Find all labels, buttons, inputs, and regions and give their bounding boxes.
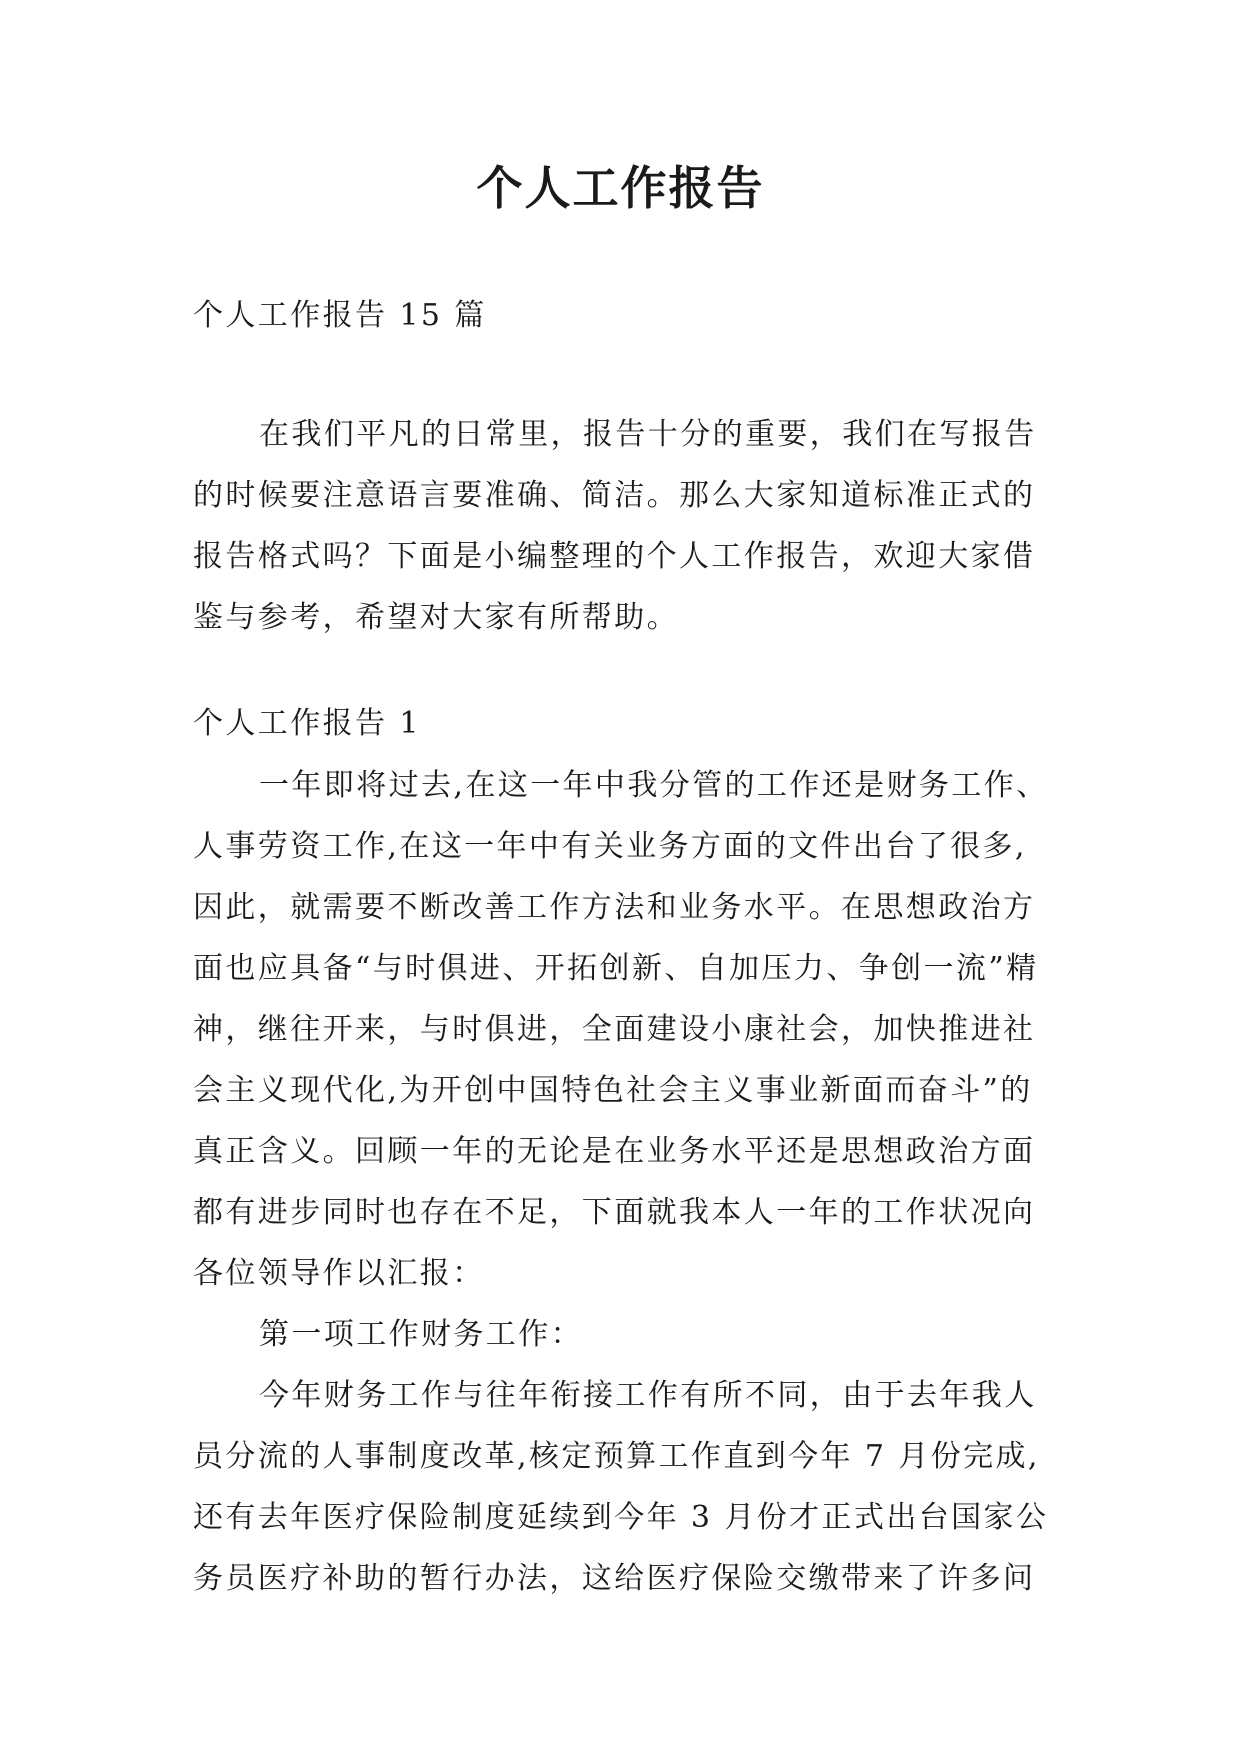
document-title: 个人工作报告 <box>476 161 765 215</box>
section-body <box>193 755 1055 1609</box>
intro-paragraph: 在我们平凡的日常里，报告十分的重要，我们在写报告的时候要注意语言要准确、简洁。那么大家知道标准正式的报告格式吗？下面是小编整理的个人工作报告，欢迎大家借鉴与参考，希望对大家有所帮助。 <box>193 417 1037 635</box>
paragraph: 一年即将过去,在这一年中我分管的工作还是财务工作、人事劳资工作,在这一年中有关业务方面的文件出台了很多,因此，就需要不断改善工作方法和业务水平。在思想政治方面也应具备“与时俱进、开拓创新、自加压力、争创一流”精神，继往开来，与时俱进，全面建设小康社会，加快推进社会主义现代化,为开创中国特色社会主义事业新面而奋斗”的真正含义。回顾一年的无论是在业务水平还是思想政治方面都有进步同时也存在不足，下面就我本人一年的工作状况向各位领导作以汇报： <box>193 768 1049 1291</box>
paragraph: 第一项工作财务工作： <box>259 1317 583 1352</box>
paragraph: 今年财务工作与往年衔接工作有所不同，由于去年我人员分流的人事制度改革,核定预算工作直到今年 7 月份完成,还有去年医疗保险制度延续到今年 3 月份才正式出台国家公务员医疗补助的暂行办法，这给医疗保险交缴带来了许多问 <box>193 1378 1049 1596</box>
section-heading: 个人工作报告 1 <box>193 706 421 741</box>
document-subtitle: 个人工作报告 15 篇 <box>193 298 487 333</box>
